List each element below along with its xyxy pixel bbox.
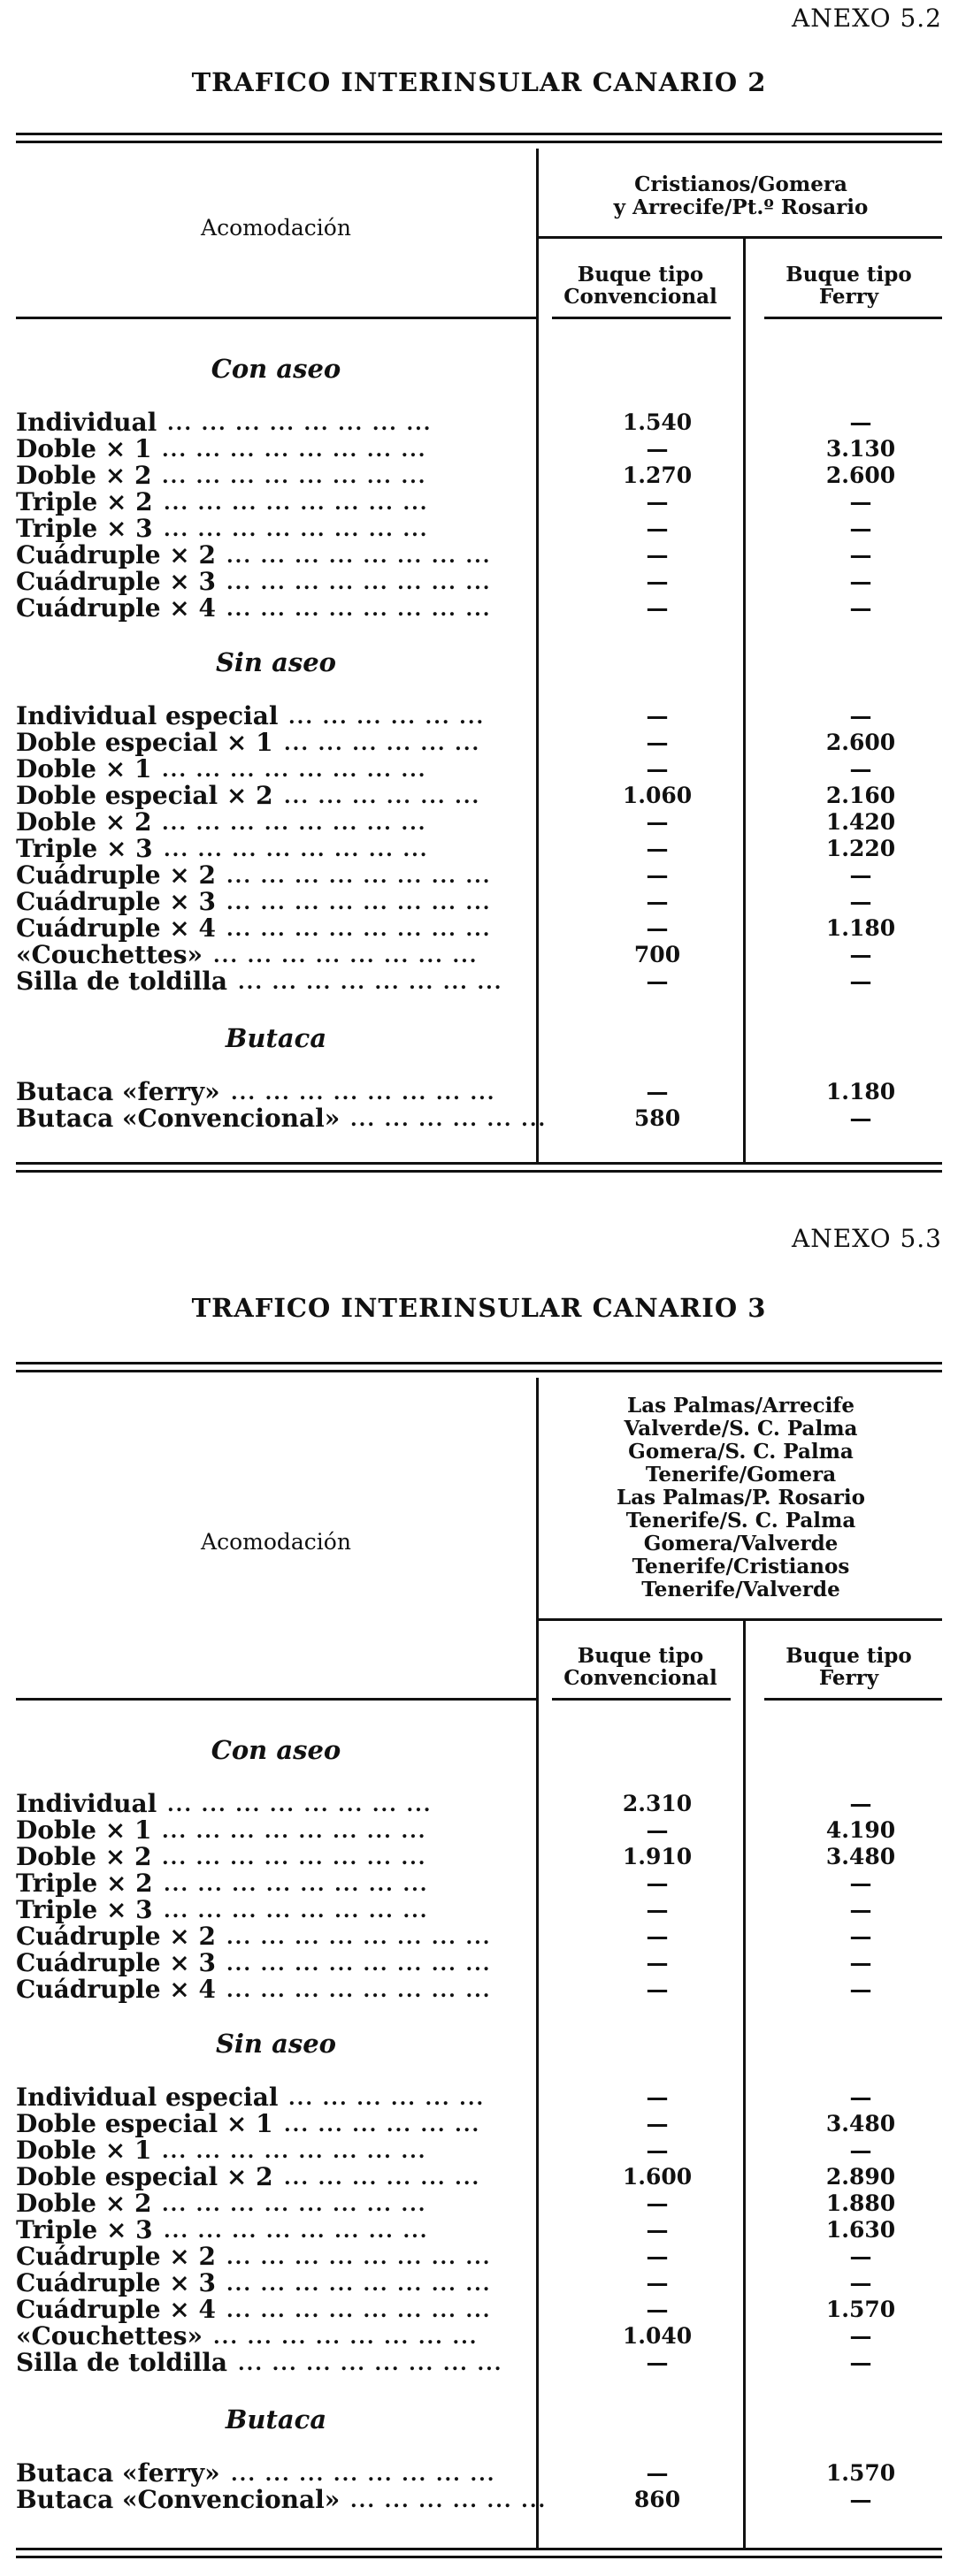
table-row — [16, 569, 942, 595]
col-ferry-header: Buque tipo Ferry — [786, 263, 912, 309]
price-convencional: — — [646, 2111, 669, 2136]
leader-dots: ... ... ... ... ... ... ... ... — [226, 1979, 492, 2002]
table-row — [16, 2323, 942, 2350]
price-ferry: — — [849, 542, 872, 568]
row-label-triple-3: Triple × 3 — [16, 834, 153, 863]
bottom-double-rule — [16, 2548, 942, 2558]
table-row — [16, 2164, 942, 2190]
price-convencional: — — [646, 1897, 669, 1922]
leader-dots: ... ... ... ... ... ... ... ... — [162, 1846, 427, 1869]
group-heading: Con aseo — [211, 354, 341, 384]
price-convencional: 2.310 — [622, 1791, 693, 1816]
price-ferry: — — [849, 1105, 872, 1131]
header-bottom-rule — [552, 1698, 731, 1701]
price-ferry: 1.630 — [825, 2217, 896, 2243]
row-label-cuadruple-3: Cuádruple × 3 — [16, 2268, 216, 2297]
price-convencional: — — [646, 569, 669, 594]
price-ferry: — — [849, 2487, 872, 2512]
leader-dots: ... ... ... ... ... ... — [288, 706, 486, 729]
price-ferry: — — [849, 569, 872, 594]
price-ferry: 2.600 — [825, 462, 896, 488]
price-ferry: — — [849, 1950, 872, 1976]
route-line: y Arrecife/Pt.º Rosario — [613, 195, 869, 219]
table-row — [16, 2297, 942, 2323]
group-heading: Butaca — [225, 2404, 327, 2435]
price-convencional: — — [646, 889, 669, 914]
row-label-cuadruple-4: Cuádruple × 4 — [16, 593, 216, 623]
table-row — [16, 1923, 942, 1950]
table-row — [16, 1976, 942, 2003]
price-ferry: — — [849, 409, 872, 435]
table-row — [16, 2217, 942, 2243]
leader-dots: ... ... ... ... ... ... ... ... — [162, 759, 427, 782]
table-row — [16, 462, 942, 489]
row-label-couchettes: «Couchettes» — [16, 2321, 203, 2351]
table-row — [16, 489, 942, 516]
table-row — [16, 542, 942, 569]
table-row — [16, 889, 942, 915]
price-ferry: 2.600 — [825, 730, 896, 755]
price-convencional: — — [646, 2137, 669, 2163]
price-ferry: — — [849, 862, 872, 888]
header-bottom-rule — [764, 317, 942, 319]
row-label-doble-1: Doble × 1 — [16, 1815, 152, 1845]
top-double-rule — [16, 1362, 942, 1372]
route-line: Tenerife/Valverde — [641, 1578, 840, 1601]
leader-dots: ... ... ... ... ... ... ... ... — [164, 518, 429, 541]
leader-dots: ... ... ... ... ... ... ... ... — [162, 2193, 427, 2216]
row-label-couchettes: «Couchettes» — [16, 940, 203, 969]
price-convencional: — — [646, 595, 669, 621]
table-row — [16, 1105, 942, 1132]
annex-number: ANEXO 5.3 — [792, 1224, 942, 1253]
table-row — [16, 2270, 942, 2297]
table-row — [16, 1079, 942, 1105]
route-line: Tenerife/Cristianos — [632, 1555, 850, 1578]
price-convencional: — — [646, 516, 669, 541]
price-convencional: 1.910 — [622, 1844, 693, 1869]
price-convencional: — — [646, 2270, 669, 2296]
header-bottom-rule — [16, 1698, 536, 1701]
row-label-individual: Individual — [16, 1789, 157, 1818]
leader-dots: ... ... ... ... ... ... ... ... — [164, 1873, 429, 1896]
table-row — [16, 836, 942, 862]
price-ferry: — — [849, 1791, 872, 1816]
route-line: Cristianos/Gomera — [634, 172, 847, 196]
price-convencional: — — [646, 2084, 669, 2110]
row-label-cuadruple-4: Cuádruple × 4 — [16, 913, 216, 943]
leader-dots: ... ... ... ... ... ... ... ... — [226, 571, 492, 594]
row-label-doble-2: Doble × 2 — [16, 2189, 152, 2218]
group-heading: Sin aseo — [215, 2029, 337, 2059]
leader-dots: ... ... ... ... ... ... ... ... — [213, 944, 479, 967]
header-bottom-rule — [552, 317, 731, 319]
price-ferry: — — [849, 489, 872, 515]
table-title: TRAFICO INTERINSULAR CANARIO 3 — [191, 1293, 767, 1323]
price-convencional: — — [646, 542, 669, 568]
price-convencional: — — [646, 1923, 669, 1949]
leader-dots: ... ... ... ... ... ... — [288, 2087, 486, 2110]
leader-dots: ... ... ... ... ... ... ... ... — [162, 439, 427, 462]
price-ferry: 1.180 — [825, 915, 896, 941]
leader-dots: ... ... ... ... ... ... ... ... — [226, 2273, 492, 2296]
annex-5-2-section — [16, 0, 942, 1189]
row-label-cuadruple-3: Cuádruple × 3 — [16, 887, 216, 916]
table-row — [16, 862, 942, 889]
price-convencional: — — [646, 2460, 669, 2486]
table-row — [16, 2487, 942, 2513]
price-ferry: — — [849, 1870, 872, 1896]
leader-dots: ... ... ... ... ... ... ... ... — [238, 971, 503, 994]
group-heading: Con aseo — [211, 1735, 341, 1765]
price-convencional: — — [646, 862, 669, 888]
price-convencional: 1.600 — [622, 2164, 693, 2190]
routes-underline — [538, 236, 942, 239]
type-column-divider — [743, 238, 746, 1162]
route-line: Gomera/S. C. Palma — [628, 1440, 854, 1464]
route-line: Gomera/Valverde — [643, 1532, 839, 1556]
table-row — [16, 1897, 942, 1923]
price-ferry: — — [849, 889, 872, 914]
group-heading: Butaca — [225, 1023, 327, 1053]
routes-header — [540, 173, 942, 219]
table-row — [16, 409, 942, 436]
price-ferry: — — [849, 756, 872, 782]
leader-dots: ... ... ... ... ... ... ... ... — [226, 891, 492, 914]
row-label-individual: Individual — [16, 408, 157, 437]
price-ferry: 1.180 — [825, 1079, 896, 1105]
leader-dots: ... ... ... ... ... ... ... ... — [164, 1900, 429, 1922]
table-row — [16, 783, 942, 809]
routes-header — [540, 1395, 942, 1601]
price-ferry: — — [849, 2137, 872, 2163]
routes-underline — [538, 1618, 942, 1621]
leader-dots: ... ... ... ... ... ... ... ... — [162, 465, 427, 488]
leader-dots: ... ... ... ... ... ... — [350, 1108, 548, 1131]
leader-dots: ... ... ... ... ... ... ... ... — [226, 865, 492, 888]
price-convencional: 860 — [633, 2487, 681, 2512]
price-convencional: — — [646, 2350, 669, 2375]
price-ferry: — — [849, 516, 872, 541]
row-label-doble-2: Doble × 2 — [16, 807, 152, 837]
leader-dots: ... ... ... ... ... ... ... ... — [231, 2463, 496, 2486]
table-row — [16, 2460, 942, 2487]
table-row — [16, 2243, 942, 2270]
leader-dots: ... ... ... ... ... ... ... ... — [162, 812, 427, 835]
row-label-cuadruple-2: Cuádruple × 2 — [16, 2242, 216, 2271]
price-ferry: 1.570 — [825, 2460, 896, 2486]
leader-dots: ... ... ... ... ... ... ... ... — [213, 2326, 479, 2349]
price-convencional: — — [646, 2190, 669, 2216]
row-label-triple-3: Triple × 3 — [16, 514, 153, 543]
price-ferry: 2.890 — [825, 2164, 896, 2190]
leader-dots: ... ... ... ... ... ... ... ... — [164, 492, 429, 515]
price-ferry: 4.190 — [825, 1817, 896, 1843]
row-label-doble-1: Doble × 1 — [16, 754, 152, 784]
price-convencional: 580 — [633, 1105, 681, 1131]
row-label-individual-especial: Individual especial — [16, 2083, 279, 2112]
price-convencional: — — [646, 730, 669, 755]
acomodacion-header: Acomodación — [201, 215, 351, 241]
group-heading: Sin aseo — [215, 647, 337, 677]
row-label-butaca-convencional: Butaca «Convencional» — [16, 2485, 341, 2514]
price-ferry: — — [849, 942, 872, 967]
price-ferry: 1.880 — [825, 2190, 896, 2216]
leader-dots: ... ... ... ... ... ... ... ... — [226, 2246, 492, 2269]
price-ferry: — — [849, 968, 872, 994]
row-label-silla-de-toldilla: Silla de toldilla — [16, 2348, 228, 2377]
price-convencional: — — [646, 2297, 669, 2322]
price-ferry: 2.160 — [825, 783, 896, 808]
table-row — [16, 595, 942, 622]
leader-dots: ... ... ... ... ... ... ... ... — [226, 598, 492, 621]
row-label-cuadruple-2: Cuádruple × 2 — [16, 1922, 216, 1951]
col-convencional-header: Buque tipo Convencional — [563, 1644, 717, 1690]
row-label-doble-especial-1: Doble especial × 1 — [16, 2109, 273, 2138]
col-ferry-header: Buque tipo Ferry — [786, 1644, 912, 1690]
leader-dots: ... ... ... ... ... ... ... ... — [162, 1820, 427, 1843]
price-convencional: — — [646, 756, 669, 782]
row-label-doble-especial-2: Doble especial × 2 — [16, 2162, 273, 2191]
table-row — [16, 1950, 942, 1976]
leader-dots: ... ... ... ... ... ... — [284, 732, 481, 755]
price-ferry: — — [849, 1897, 872, 1922]
row-label-doble-1: Doble × 1 — [16, 434, 152, 463]
row-label-cuadruple-4: Cuádruple × 4 — [16, 1975, 216, 2004]
price-ferry: — — [849, 703, 872, 729]
price-convencional: 1.270 — [622, 462, 693, 488]
price-ferry: 3.130 — [825, 436, 896, 462]
top-double-rule — [16, 133, 942, 143]
leader-dots: ... ... ... ... ... ... — [284, 2114, 481, 2136]
price-convencional: 700 — [633, 942, 681, 967]
leader-dots: ... ... ... ... ... ... — [284, 2167, 481, 2190]
leader-dots: ... ... ... ... ... ... ... ... — [226, 918, 492, 941]
main-column-divider — [536, 149, 539, 1162]
price-convencional: — — [646, 836, 669, 861]
row-label-doble-2: Doble × 2 — [16, 461, 152, 490]
row-label-individual-especial: Individual especial — [16, 701, 279, 730]
leader-dots: ... ... ... ... ... ... ... ... — [164, 2220, 429, 2243]
leader-dots: ... ... ... ... ... ... ... ... — [226, 1926, 492, 1949]
table-row — [16, 968, 942, 995]
price-convencional: — — [646, 915, 669, 941]
row-label-cuadruple-3: Cuádruple × 3 — [16, 567, 216, 596]
price-ferry: 3.480 — [825, 2111, 896, 2136]
price-convencional: — — [646, 2217, 669, 2243]
price-ferry: — — [849, 1923, 872, 1949]
table-row — [16, 756, 942, 783]
leader-dots: ... ... ... ... ... ... ... ... — [231, 1082, 496, 1105]
table-row — [16, 2137, 942, 2164]
price-convencional: 1.540 — [622, 409, 693, 435]
table-row — [16, 809, 942, 836]
acomodacion-header: Acomodación — [201, 1529, 351, 1555]
header-bottom-rule — [16, 317, 536, 319]
row-label-silla-de-toldilla: Silla de toldilla — [16, 967, 228, 996]
price-ferry: — — [849, 2323, 872, 2349]
table-row — [16, 2350, 942, 2376]
price-convencional: 1.040 — [622, 2323, 693, 2349]
price-convencional: — — [646, 703, 669, 729]
table-row — [16, 915, 942, 942]
price-ferry: — — [849, 2243, 872, 2269]
row-label-triple-2: Triple × 2 — [16, 1869, 153, 1898]
leader-dots: ... ... ... ... ... ... ... ... — [167, 412, 433, 435]
row-label-butaca-ferry: Butaca «ferry» — [16, 2458, 220, 2488]
leader-dots: ... ... ... ... ... ... — [284, 785, 481, 808]
price-convencional: — — [646, 809, 669, 835]
route-line: Valverde/S. C. Palma — [624, 1417, 858, 1441]
price-ferry: 1.220 — [825, 836, 896, 861]
price-convencional: — — [646, 436, 669, 462]
leader-dots: ... ... ... ... ... ... ... ... — [226, 1953, 492, 1976]
row-label-butaca-ferry: Butaca «ferry» — [16, 1077, 220, 1106]
row-label-doble-especial-1: Doble especial × 1 — [16, 728, 273, 757]
price-convencional: — — [646, 1870, 669, 1896]
table-row — [16, 703, 942, 730]
price-convencional: — — [646, 1817, 669, 1843]
leader-dots: ... ... ... ... ... ... ... ... — [162, 2140, 427, 2163]
bottom-double-rule — [16, 1162, 942, 1173]
price-ferry: 3.480 — [825, 1844, 896, 1869]
row-label-cuadruple-4: Cuádruple × 4 — [16, 2295, 216, 2324]
price-convencional: — — [646, 1976, 669, 2002]
route-line: Las Palmas/P. Rosario — [617, 1486, 865, 1510]
price-ferry: — — [849, 2350, 872, 2375]
price-convencional: — — [646, 1079, 669, 1105]
price-convencional: 1.060 — [622, 783, 693, 808]
row-label-cuadruple-2: Cuádruple × 2 — [16, 540, 216, 569]
row-label-butaca-convencional: Butaca «Convencional» — [16, 1104, 341, 1133]
table-row — [16, 730, 942, 756]
table-row — [16, 1870, 942, 1897]
leader-dots: ... ... ... ... ... ... ... ... — [167, 1793, 433, 1816]
row-label-doble-especial-2: Doble especial × 2 — [16, 781, 273, 810]
row-label-doble-2: Doble × 2 — [16, 1842, 152, 1871]
table-row — [16, 516, 942, 542]
leader-dots: ... ... ... ... ... ... ... ... — [238, 2352, 503, 2375]
route-line: Tenerife/S. C. Palma — [625, 1509, 856, 1533]
row-label-cuadruple-2: Cuádruple × 2 — [16, 860, 216, 890]
table-title: TRAFICO INTERINSULAR CANARIO 2 — [191, 67, 767, 97]
col-convencional-header: Buque tipo Convencional — [563, 263, 717, 309]
row-label-doble-1: Doble × 1 — [16, 2136, 152, 2165]
row-label-cuadruple-3: Cuádruple × 3 — [16, 1948, 216, 1977]
table-row — [16, 2111, 942, 2137]
route-line: Las Palmas/Arrecife — [627, 1394, 855, 1418]
leader-dots: ... ... ... ... ... ... ... ... — [226, 2299, 492, 2322]
row-label-triple-3: Triple × 3 — [16, 1895, 153, 1924]
price-ferry: 1.570 — [825, 2297, 896, 2322]
header-bottom-rule — [764, 1698, 942, 1701]
price-ferry: — — [849, 1976, 872, 2002]
leader-dots: ... ... ... ... ... ... ... ... — [226, 545, 492, 568]
price-convencional: — — [646, 968, 669, 994]
row-label-triple-3: Triple × 3 — [16, 2215, 153, 2244]
table-row — [16, 2084, 942, 2111]
price-convencional: — — [646, 1950, 669, 1976]
row-label-triple-2: Triple × 2 — [16, 487, 153, 516]
price-ferry: 1.420 — [825, 809, 896, 835]
table-row — [16, 1844, 942, 1870]
table-row — [16, 2190, 942, 2217]
table-row — [16, 942, 942, 968]
table-row — [16, 1817, 942, 1844]
price-convencional: — — [646, 2243, 669, 2269]
price-ferry: — — [849, 2084, 872, 2110]
route-line: Tenerife/Gomera — [645, 1463, 837, 1487]
table-row — [16, 436, 942, 462]
price-convencional: — — [646, 489, 669, 515]
price-ferry: — — [849, 2270, 872, 2296]
annex-number: ANEXO 5.2 — [792, 4, 942, 33]
leader-dots: ... ... ... ... ... ... ... ... — [164, 838, 429, 861]
leader-dots: ... ... ... ... ... ... — [350, 2489, 548, 2512]
price-ferry: — — [849, 595, 872, 621]
annex-5-3-section — [16, 1224, 942, 2576]
table-row — [16, 1791, 942, 1817]
